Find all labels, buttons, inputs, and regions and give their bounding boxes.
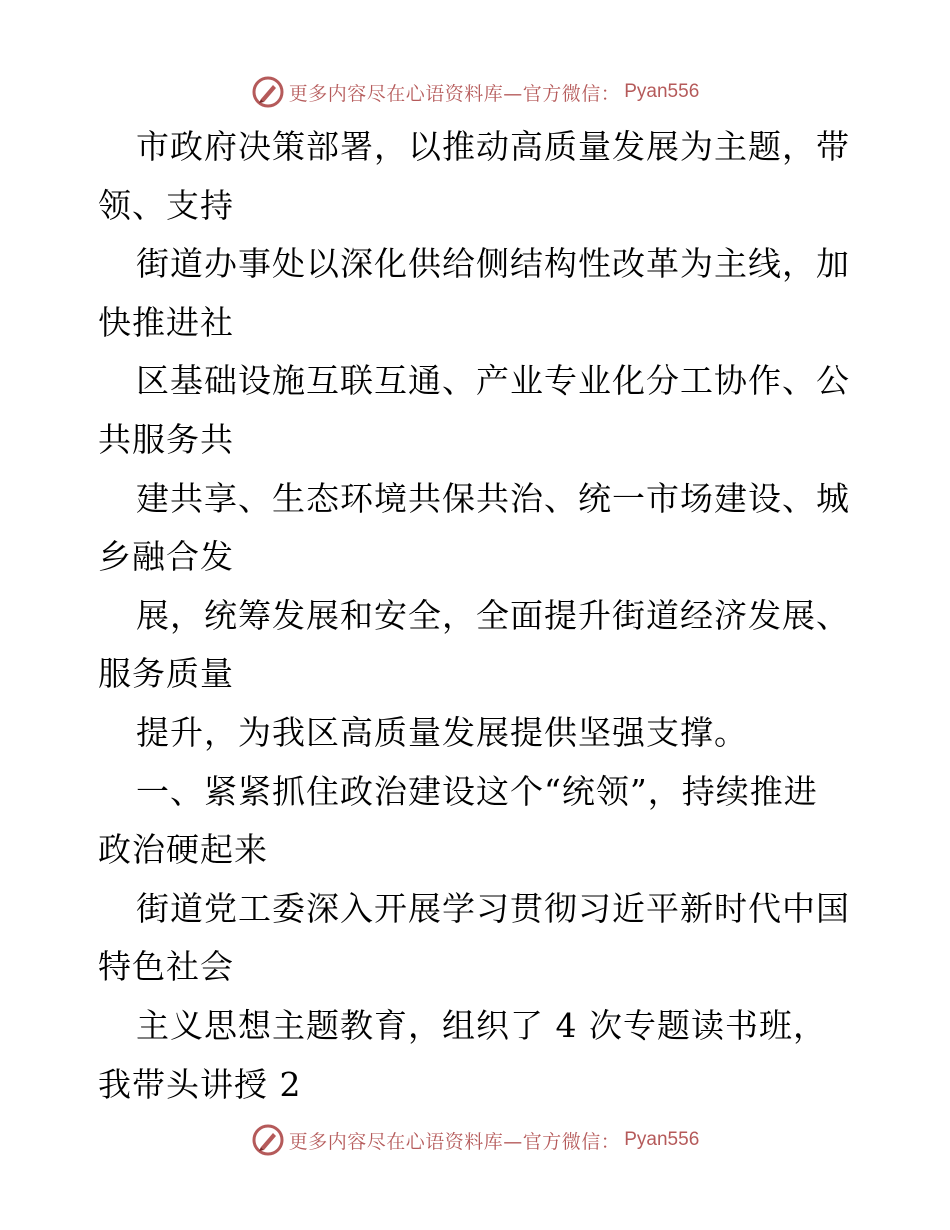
document-body — [98, 118, 858, 1114]
paragraph-line: 市政府决策部署，以推动高质量发展为主题，带 — [136, 127, 850, 166]
paragraph-line: 领、支持 — [98, 185, 234, 225]
paragraph-line: 区基础设施互联互通、产业专业化分工协作、公 — [136, 361, 850, 401]
paragraph-line: 主义思想主题教育，组织了 4 次专题读书班， — [136, 1005, 827, 1045]
header-watermark — [0, 72, 950, 112]
paragraph-line: 政治硬起来 — [98, 830, 268, 870]
paragraph-line: 街道党工委深入开展学习贯彻习近平新时代中国 — [136, 888, 850, 928]
paragraph-line: 街道办事处以深化供给侧结构性改革为主线，加 — [136, 244, 850, 284]
paragraph-line: 特色社会 — [98, 947, 234, 987]
paragraph-line: 展，统筹发展和安全，全面提升街道经济发展、 — [136, 595, 850, 635]
footer-watermark — [0, 1120, 950, 1160]
watermark-account: Pyan556 — [624, 81, 700, 102]
paragraph-line: 提升，为我区高质量发展提供坚强支撑。 — [136, 712, 748, 752]
paragraph-line: 乡融合发 — [98, 537, 234, 577]
paragraph-line: 服务质量 — [98, 654, 234, 694]
paragraph-line: 一、紧紧抓住政治建设这个“统领”，持续推进 — [136, 771, 818, 811]
paragraph-line: 我带头讲授 2 — [98, 1064, 302, 1104]
watermark-text: 更多内容尽在心语资料库—官方微信： — [288, 82, 621, 105]
pen-logo-icon — [251, 75, 285, 109]
watermark-text: 更多内容尽在心语资料库—官方微信： — [288, 1130, 621, 1153]
pen-logo-icon — [251, 1123, 285, 1157]
watermark-account: Pyan556 — [624, 1129, 700, 1150]
paragraph-line: 建共享、生态环境共保共治、统一市场建设、城 — [136, 478, 850, 518]
paragraph-line: 快推进社 — [98, 302, 234, 342]
paragraph-line: 共服务共 — [98, 419, 234, 459]
